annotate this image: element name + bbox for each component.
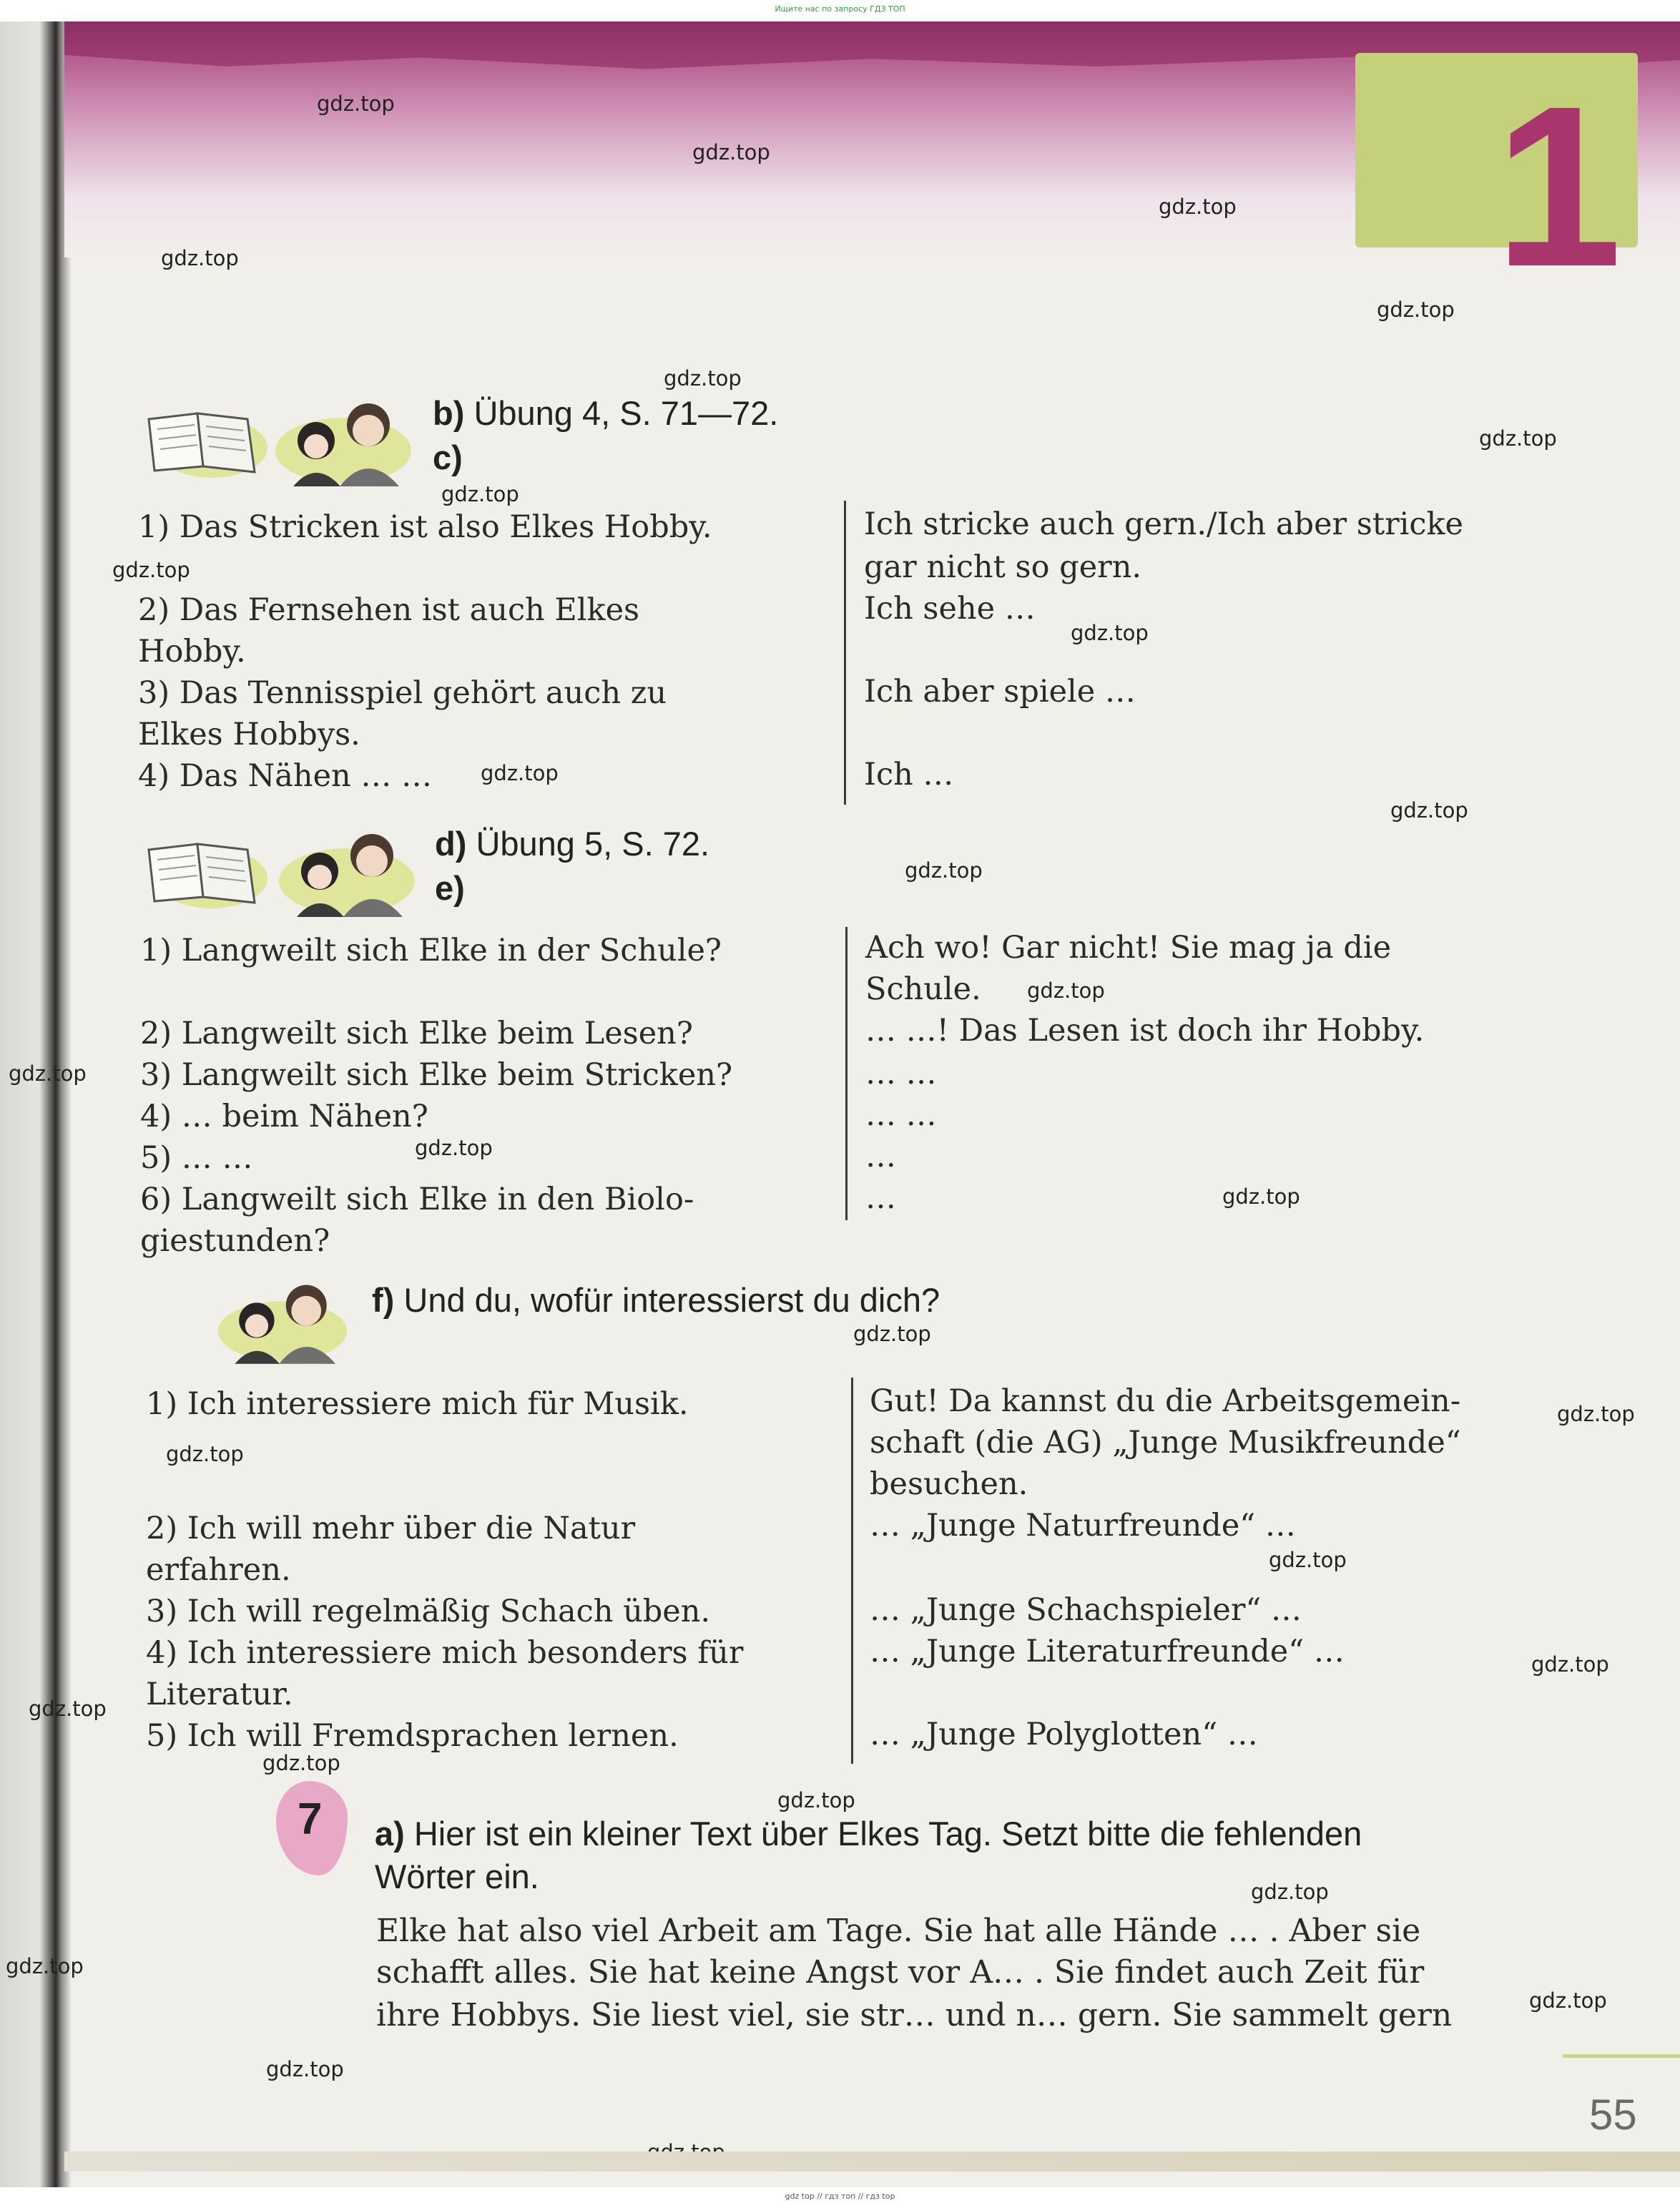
book-spine — [0, 0, 72, 2208]
e-left-line: 3) Langweilt sich Elke beim Stricken? — [140, 1057, 733, 1093]
f-left-line: 1) Ich interessiere mich für Musik. — [146, 1386, 689, 1422]
section-e-heading — [435, 868, 465, 908]
watermark: gdz.top — [1027, 978, 1105, 1003]
section-d-heading — [435, 824, 709, 863]
c-left-line: 1) Das Stricken ist also Elkes Hobby. — [138, 509, 712, 545]
watermark: gdz.top — [1390, 798, 1468, 823]
exercise7-text-line: ihre Hobbys. Sie liest viel, sie str… und n… gern. Sie sammelt gern — [376, 1997, 1453, 2033]
e-right-line: … — [865, 1180, 896, 1216]
watermark: gdz.top — [317, 92, 395, 116]
section-c-letter: c) — [433, 438, 463, 476]
section-f-letter: f) — [372, 1281, 395, 1319]
watermark: gdz.top — [266, 2057, 344, 2081]
exercise7-text-line: schafft alles. Sie hat keine Angst vor A… . Sie findet auch Zeit für — [376, 1954, 1425, 1991]
exercise7-letter: a) — [375, 1815, 405, 1853]
e-left-line: 5) … … — [140, 1140, 253, 1176]
watermark: gdz.top — [415, 1136, 493, 1160]
column-divider — [851, 1378, 853, 1764]
watermark: gdz.top — [29, 1697, 107, 1721]
c-left-line: 4) Das Nähen … … — [138, 758, 433, 794]
c-right-line: Ich aber spiele … — [864, 674, 1136, 710]
f-right-line: Gut! Da kannst du die Arbeitsgemein- — [870, 1383, 1461, 1419]
chapter-number: 1 — [1495, 58, 1622, 314]
e-left-line: 2) Langweilt sich Elke beim Lesen? — [140, 1016, 693, 1051]
f-right-line: besuchen. — [870, 1466, 1028, 1502]
c-left-line: Elkes Hobbys. — [138, 717, 360, 752]
exercise7-instruction-line2: Wörter ein. — [375, 1858, 539, 1895]
f-right-line: … „Junge Schachspieler“ … — [870, 1592, 1302, 1628]
open-book-icon — [140, 828, 269, 914]
bottom-note: gdz top // гдз топ // гдз top — [785, 2192, 895, 2201]
footer-rule — [1563, 2054, 1680, 2058]
bottom-band — [64, 2151, 1680, 2172]
children-icon — [272, 393, 415, 486]
column-divider — [844, 501, 846, 805]
watermark: gdz.top — [161, 246, 239, 270]
watermark: gdz.top — [1529, 1988, 1607, 2013]
page-number: 55 — [1589, 2091, 1637, 2139]
e-right-line: Ach wo! Gar nicht! Sie mag ja die — [865, 930, 1392, 966]
section-f-text: Und du, wofür interessierst du dich? — [403, 1281, 940, 1319]
top-note: Ищите нас по запросу ГДЗ ТОП — [775, 4, 905, 14]
exercise7-text-line: Elke hat also viel Arbeit am Tage. Sie hat alle Hände … . Aber sie — [376, 1913, 1421, 1949]
c-right-line: Ich stricke auch gern./Ich aber stricke — [864, 506, 1463, 542]
f-right-line: … „Junge Polyglotten“ … — [870, 1717, 1258, 1752]
watermark: gdz.top — [481, 761, 559, 785]
watermark: gdz.top — [692, 140, 770, 165]
section-c-heading — [433, 438, 463, 477]
watermark: gdz.top — [262, 1751, 340, 1775]
c-right-line: Ich sehe … — [864, 591, 1036, 627]
watermark: gdz.top — [664, 366, 742, 391]
exercise-number: 7 — [298, 1795, 323, 1844]
watermark: gdz.top — [9, 1061, 87, 1086]
e-left-line: 6) Langweilt sich Elke in den Biolo- — [140, 1182, 694, 1217]
f-left-line: Literatur. — [146, 1677, 293, 1712]
watermark: gdz.top — [1071, 621, 1149, 645]
section-b-heading — [433, 393, 778, 433]
watermark: gdz.top — [1377, 298, 1455, 322]
exercise7-instruction — [375, 1814, 1362, 1853]
c-left-line: 3) Das Tennisspiel gehört auch zu — [138, 675, 667, 711]
e-right-line: … …! Das Lesen ist doch ihr Hobby. — [865, 1013, 1425, 1049]
f-right-line: … „Junge Literaturfreunde“ … — [870, 1634, 1345, 1669]
f-right-line: … „Junge Naturfreunde“ … — [870, 1508, 1296, 1544]
watermark: gdz.top — [1269, 1548, 1347, 1572]
c-right-line: Ich … — [864, 757, 954, 793]
e-right-line: … — [865, 1139, 896, 1174]
watermark: gdz.top — [441, 482, 519, 506]
f-right-line: schaft (die AG) „Junge Musikfreunde“ — [870, 1425, 1461, 1461]
e-left-line: 4) … beim Nähen? — [140, 1099, 428, 1134]
open-book-icon — [140, 398, 269, 484]
watermark: gdz.top — [112, 558, 190, 582]
watermark: gdz.top — [1159, 195, 1237, 219]
f-left-line: 4) Ich interessiere mich besonders für — [146, 1635, 744, 1671]
e-left-line: giestunden? — [140, 1223, 330, 1259]
column-divider — [845, 927, 848, 1220]
watermark: gdz.top — [166, 1442, 244, 1466]
exercise7-instruction-line1: Hier ist ein kleiner Text über Elkes Tag. Setzt bitte die fehlenden — [413, 1815, 1362, 1853]
watermark: gdz.top — [6, 1954, 84, 1978]
children-icon — [275, 824, 418, 917]
c-left-line: 2) Das Fernsehen ist auch Elkes — [138, 592, 640, 628]
section-d-text: Übung 5, S. 72. — [476, 825, 710, 863]
e-right-line: Schule. — [865, 971, 981, 1007]
c-left-line: Hobby. — [138, 634, 246, 669]
f-left-line: erfahren. — [146, 1552, 291, 1588]
f-left-line: 2) Ich will mehr über die Natur — [146, 1511, 636, 1546]
watermark: gdz.top — [853, 1322, 931, 1346]
f-left-line: 3) Ich will regelmäßig Schach üben. — [146, 1594, 711, 1629]
watermark: gdz.top — [1251, 1880, 1329, 1904]
children-icon — [215, 1273, 350, 1366]
e-right-line: … … — [865, 1097, 937, 1133]
section-b-text: Übung 4, S. 71—72. — [473, 394, 779, 432]
watermark: gdz.top — [1557, 1402, 1635, 1426]
watermark: gdz.top — [905, 858, 983, 883]
section-f-heading — [372, 1280, 940, 1320]
watermark: gdz.top — [1222, 1184, 1300, 1209]
e-left-line: 1) Langweilt sich Elke in der Schule? — [140, 933, 722, 968]
watermark: gdz.top — [1531, 1652, 1609, 1677]
e-right-line: … … — [865, 1056, 937, 1091]
c-right-line: gar nicht so gern. — [864, 549, 1142, 585]
section-b-letter: b) — [433, 394, 465, 432]
section-e-letter: e) — [435, 869, 465, 907]
section-d-letter: d) — [435, 825, 467, 863]
watermark: gdz.top — [1479, 426, 1557, 451]
f-left-line: 5) Ich will Fremdsprachen lernen. — [146, 1718, 679, 1754]
watermark: gdz.top — [777, 1788, 855, 1812]
